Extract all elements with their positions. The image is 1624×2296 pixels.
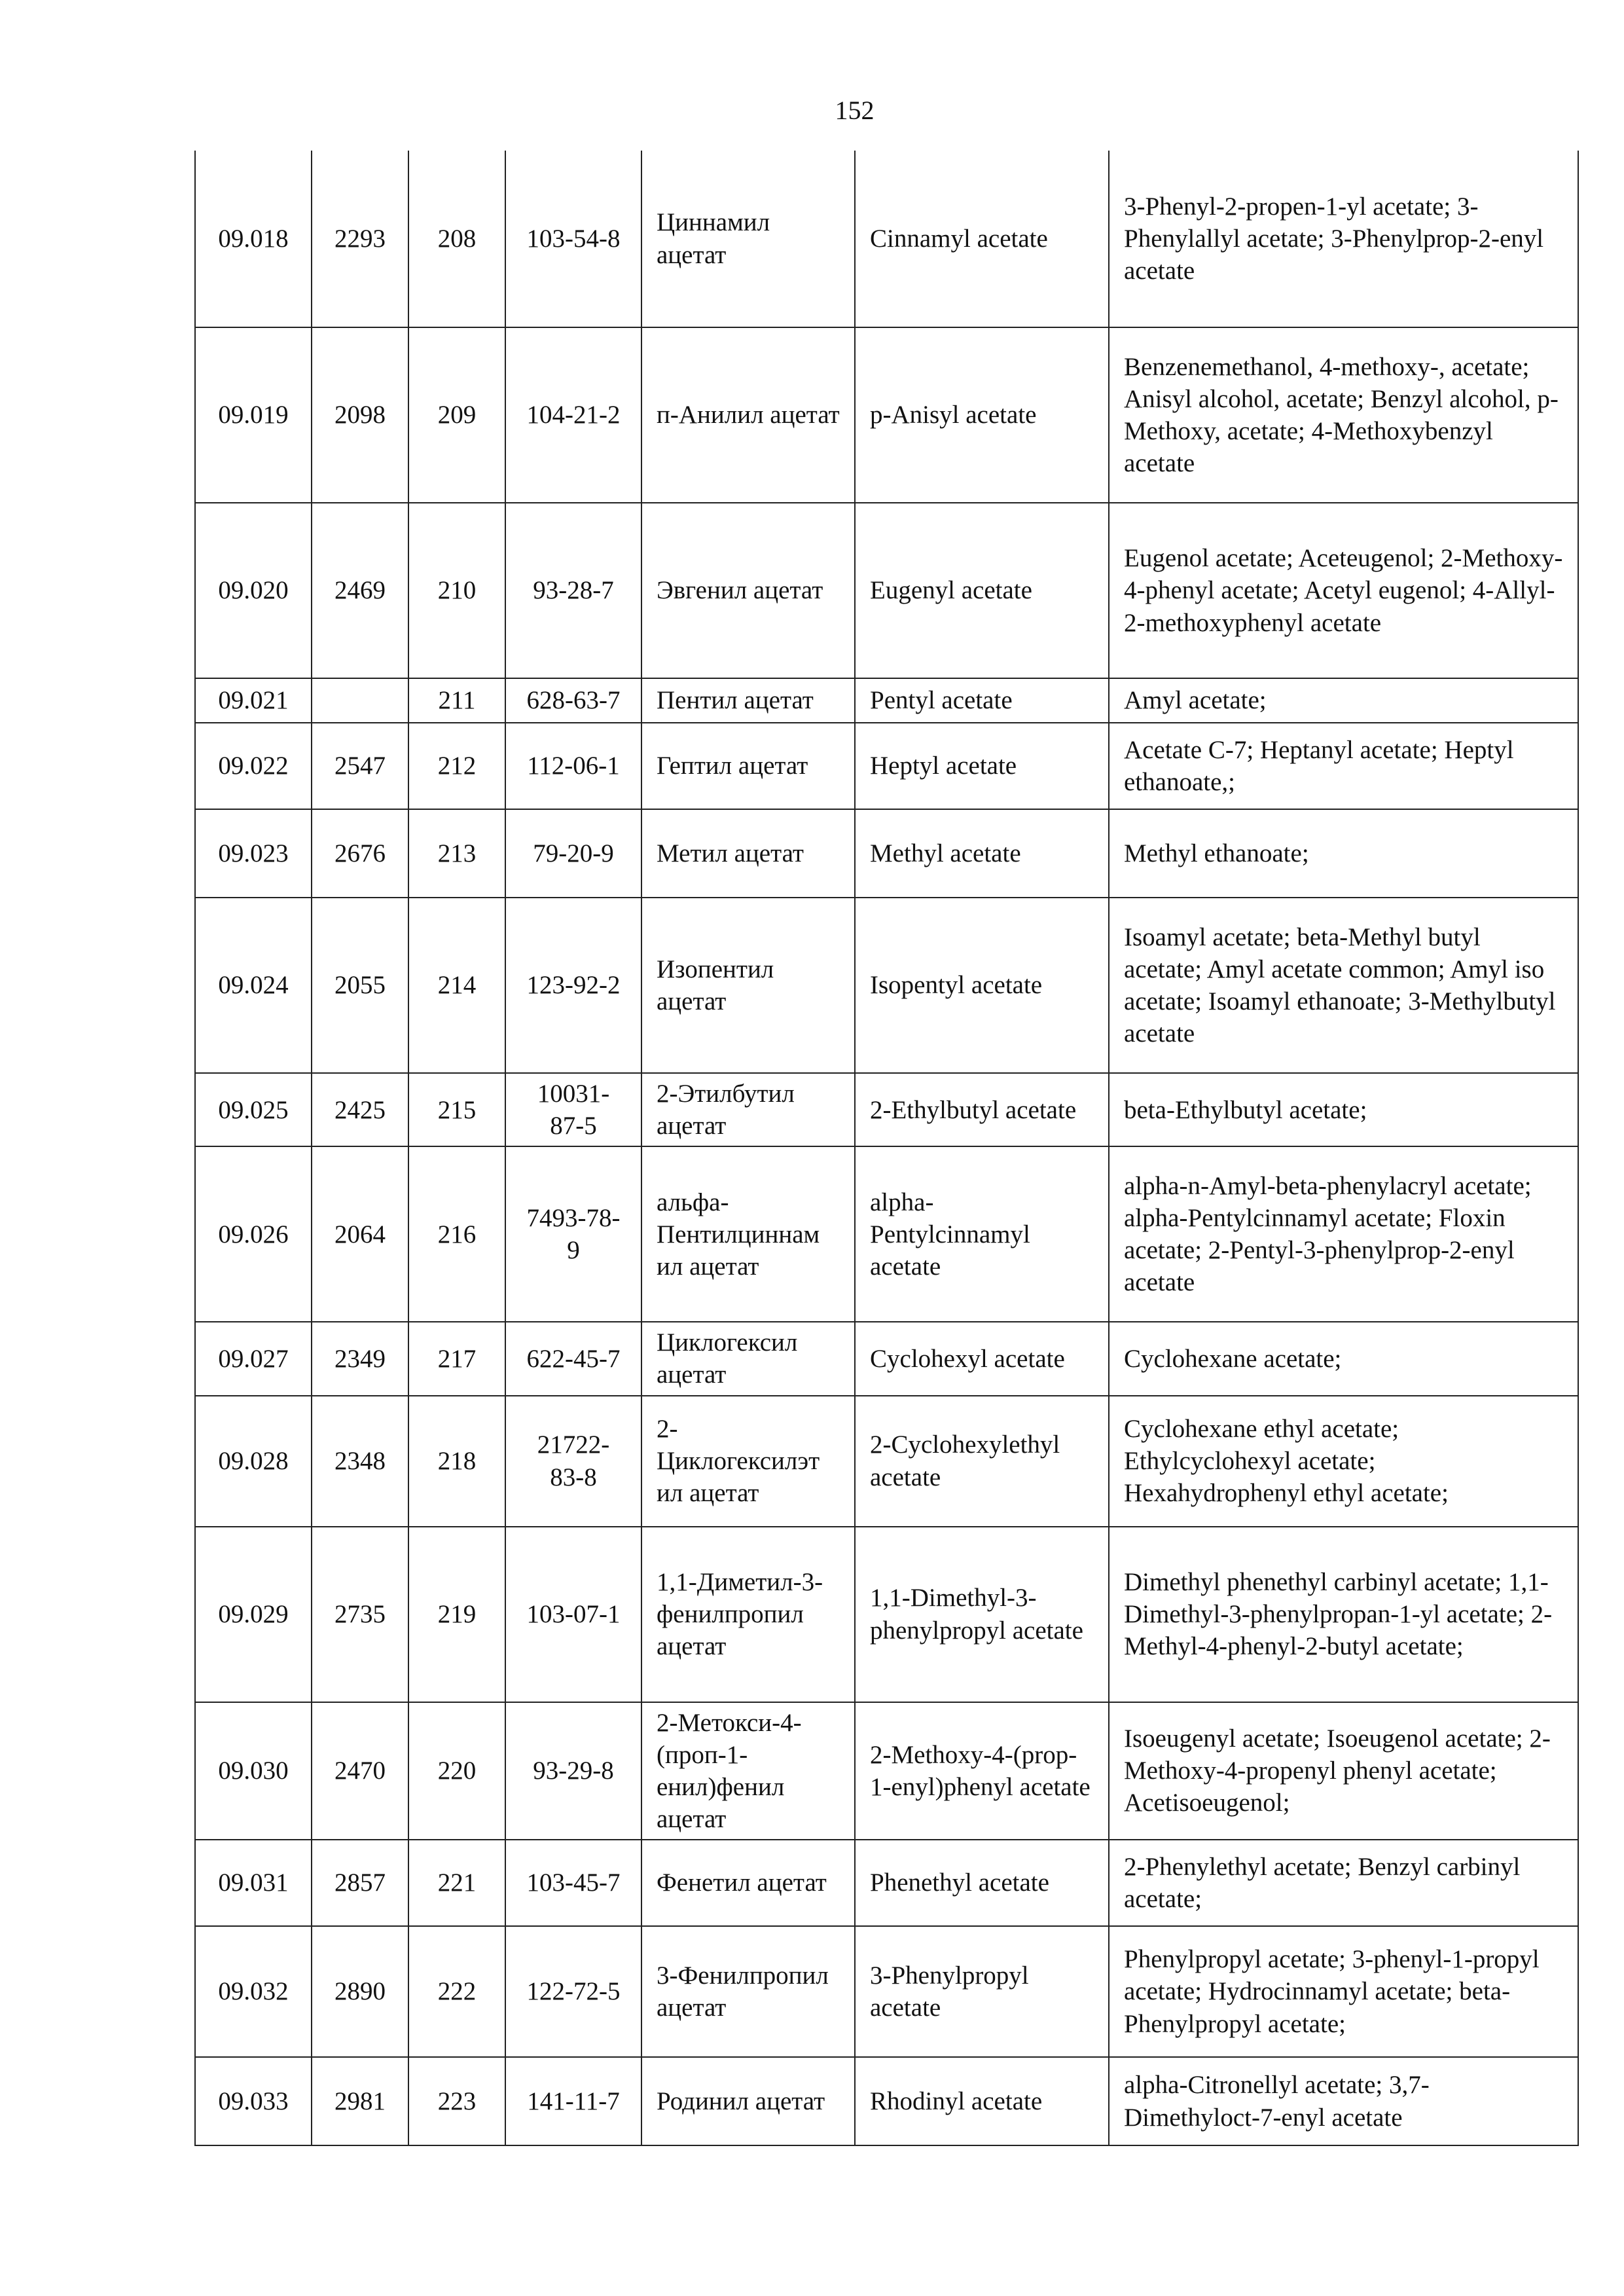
cell-code: 09.027 [195, 1322, 312, 1395]
table-row [195, 678, 1578, 723]
cell-cas: 622-45-7 [505, 1322, 641, 1395]
cell-name-en: 3-Phenylpropyl acetate [855, 1926, 1109, 2057]
cell-name-en: p-Anisyl acetate [855, 327, 1109, 503]
cell-name-ru: п-Анилил ацетат [641, 327, 855, 503]
flavouring-substances-table [194, 151, 1579, 2146]
cell-name-en: 2-Methoxy-4-(prop-1-enyl)phenyl acetate [855, 1702, 1109, 1840]
cell-fl-number: 2890 [312, 1926, 408, 2057]
cell-synonyms: Isoamyl acetate; beta-Methyl butyl acetate; Amyl acetate common; Amyl iso acetate; Isoamyl ethanoate; 3-Methylbutyl acetate [1109, 898, 1578, 1073]
cell-code: 09.033 [195, 2057, 312, 2145]
cell-cas: 93-29-8 [505, 1702, 641, 1840]
cell-name-ru: Фенетил ацетат [641, 1840, 855, 1926]
cell-name-en: Cinnamyl acetate [855, 151, 1109, 327]
cell-name-en: Pentyl acetate [855, 678, 1109, 723]
cell-number: 219 [408, 1527, 505, 1702]
cell-code: 09.019 [195, 327, 312, 503]
cell-cas: 628-63-7 [505, 678, 641, 723]
cell-cas: 123-92-2 [505, 898, 641, 1073]
table-row [195, 327, 1578, 503]
cell-name-en: alpha-Pentylcinnamyl acetate [855, 1146, 1109, 1322]
cell-name-en: Eugenyl acetate [855, 503, 1109, 678]
cell-cas: 21722-83-8 [505, 1396, 641, 1527]
cell-synonyms: Acetate C-7; Heptanyl acetate; Heptyl ethanoate,; [1109, 723, 1578, 809]
table-row [195, 1926, 1578, 2057]
cell-name-ru: Эвгенил ацетат [641, 503, 855, 678]
cell-number: 216 [408, 1146, 505, 1322]
cell-code: 09.029 [195, 1527, 312, 1702]
cell-name-ru: 2-Метокси-4-(проп-1-енил)фенил ацетат [641, 1702, 855, 1840]
cell-number: 210 [408, 503, 505, 678]
cell-fl-number: 2469 [312, 503, 408, 678]
cell-name-ru: альфа-Пентилциннам ил ацетат [641, 1146, 855, 1322]
cell-fl-number: 2348 [312, 1396, 408, 1527]
cell-synonyms: alpha-n-Amyl-beta-phenylacryl acetate; alpha-Pentylcinnamyl acetate; Floxin acetate; 2-Pentyl-3-phenylprop-2-enyl acetate [1109, 1146, 1578, 1322]
cell-code: 09.030 [195, 1702, 312, 1840]
cell-fl-number: 2676 [312, 809, 408, 898]
cell-cas: 10031-87-5 [505, 1073, 641, 1146]
cell-name-ru: 2-Циклогексилэт ил ацетат [641, 1396, 855, 1527]
cell-synonyms: Isoeugenyl acetate; Isoeugenol acetate; 2-Methoxy-4-propenyl phenyl acetate; Acetisoeugenol; [1109, 1702, 1578, 1840]
table-row [195, 1073, 1578, 1146]
cell-fl-number [312, 678, 408, 723]
cell-code: 09.022 [195, 723, 312, 809]
cell-name-ru: Метил ацетат [641, 809, 855, 898]
cell-code: 09.025 [195, 1073, 312, 1146]
cell-code: 09.026 [195, 1146, 312, 1322]
cell-cas: 103-07-1 [505, 1527, 641, 1702]
cell-number: 222 [408, 1926, 505, 2057]
cell-name-ru: 3-Фенилпропил ацетат [641, 1926, 855, 2057]
cell-name-ru: Изопентил ацетат [641, 898, 855, 1073]
cell-number: 213 [408, 809, 505, 898]
cell-cas: 103-54-8 [505, 151, 641, 327]
cell-cas: 122-72-5 [505, 1926, 641, 2057]
cell-cas: 141-11-7 [505, 2057, 641, 2145]
cell-synonyms: Methyl ethanoate; [1109, 809, 1578, 898]
cell-synonyms: Amyl acetate; [1109, 678, 1578, 723]
cell-cas: 93-28-7 [505, 503, 641, 678]
table-row [195, 723, 1578, 809]
cell-cas: 103-45-7 [505, 1840, 641, 1926]
table-row [195, 1840, 1578, 1926]
table-row [195, 1146, 1578, 1322]
cell-synonyms: Phenylpropyl acetate; 3-phenyl-1-propyl acetate; Hydrocinnamyl acetate; beta-Phenylpropyl acetate; [1109, 1926, 1578, 2057]
cell-number: 221 [408, 1840, 505, 1926]
cell-fl-number: 2064 [312, 1146, 408, 1322]
page-number: 152 [835, 96, 875, 125]
cell-code: 09.024 [195, 898, 312, 1073]
cell-cas: 112-06-1 [505, 723, 641, 809]
table-row [195, 809, 1578, 898]
cell-synonyms: Eugenol acetate; Aceteugenol; 2-Methoxy-4-phenyl acetate; Acetyl eugenol; 4-Allyl-2-methoxyphenyl acetate [1109, 503, 1578, 678]
cell-synonyms: Dimethyl phenethyl carbinyl acetate; 1,1-Dimethyl-3-phenylpropan-1-yl acetate; 2-Methyl-4-phenyl-2-butyl acetate; [1109, 1527, 1578, 1702]
cell-code: 09.032 [195, 1926, 312, 2057]
cell-name-ru: Гептил ацетат [641, 723, 855, 809]
cell-cas: 79-20-9 [505, 809, 641, 898]
cell-synonyms: 2-Phenylethyl acetate; Benzyl carbinyl acetate; [1109, 1840, 1578, 1926]
cell-code: 09.023 [195, 809, 312, 898]
cell-name-ru: Пентил ацетат [641, 678, 855, 723]
table-row [195, 2057, 1578, 2145]
table-row [195, 151, 1578, 327]
cell-name-ru: Циклогексил ацетат [641, 1322, 855, 1395]
cell-number: 218 [408, 1396, 505, 1527]
cell-name-en: Cyclohexyl acetate [855, 1322, 1109, 1395]
cell-fl-number: 2470 [312, 1702, 408, 1840]
cell-number: 223 [408, 2057, 505, 2145]
cell-number: 217 [408, 1322, 505, 1395]
cell-code: 09.021 [195, 678, 312, 723]
cell-cas: 104-21-2 [505, 327, 641, 503]
cell-synonyms: alpha-Citronellyl acetate; 3,7-Dimethyloct-7-enyl acetate [1109, 2057, 1578, 2145]
cell-name-ru: 2-Этилбутил ацетат [641, 1073, 855, 1146]
cell-fl-number: 2735 [312, 1527, 408, 1702]
cell-number: 212 [408, 723, 505, 809]
cell-code: 09.031 [195, 1840, 312, 1926]
cell-synonyms: Benzenemethanol, 4-methoxy-, acetate; Anisyl alcohol, acetate; Benzyl alcohol, p-Methoxy, acetate; 4-Methoxybenzyl acetate [1109, 327, 1578, 503]
cell-number: 220 [408, 1702, 505, 1840]
cell-fl-number: 2425 [312, 1073, 408, 1146]
table-row [195, 1702, 1578, 1840]
cell-fl-number: 2098 [312, 327, 408, 503]
cell-name-en: Methyl acetate [855, 809, 1109, 898]
cell-synonyms: Cyclohexane acetate; [1109, 1322, 1578, 1395]
cell-number: 211 [408, 678, 505, 723]
cell-synonyms: 3-Phenyl-2-propen-1-yl acetate; 3-Phenylallyl acetate; 3-Phenylprop-2-enyl acetate [1109, 151, 1578, 327]
table-row [195, 1322, 1578, 1395]
cell-name-ru: 1,1-Диметил-3-фенилпропил ацетат [641, 1527, 855, 1702]
table-row [195, 898, 1578, 1073]
cell-name-en: Heptyl acetate [855, 723, 1109, 809]
cell-number: 209 [408, 327, 505, 503]
cell-synonyms: beta-Ethylbutyl acetate; [1109, 1073, 1578, 1146]
cell-code: 09.020 [195, 503, 312, 678]
cell-fl-number: 2055 [312, 898, 408, 1073]
cell-name-en: 1,1-Dimethyl-3-phenylpropyl acetate [855, 1527, 1109, 1702]
cell-name-ru: Родинил ацетат [641, 2057, 855, 2145]
cell-number: 215 [408, 1073, 505, 1146]
cell-cas: 7493-78-9 [505, 1146, 641, 1322]
cell-number: 214 [408, 898, 505, 1073]
cell-name-en: Isopentyl acetate [855, 898, 1109, 1073]
cell-synonyms: Cyclohexane ethyl acetate; Ethylcyclohexyl acetate; Hexahydrophenyl ethyl acetate; [1109, 1396, 1578, 1527]
cell-name-en: Phenethyl acetate [855, 1840, 1109, 1926]
cell-name-en: 2-Cyclohexylethyl acetate [855, 1396, 1109, 1527]
cell-fl-number: 2547 [312, 723, 408, 809]
cell-fl-number: 2981 [312, 2057, 408, 2145]
cell-fl-number: 2857 [312, 1840, 408, 1926]
cell-name-en: Rhodinyl acetate [855, 2057, 1109, 2145]
cell-name-en: 2-Ethylbutyl acetate [855, 1073, 1109, 1146]
cell-name-ru: Циннамил ацетат [641, 151, 855, 327]
table-row [195, 1396, 1578, 1527]
cell-code: 09.018 [195, 151, 312, 327]
cell-code: 09.028 [195, 1396, 312, 1527]
cell-fl-number: 2293 [312, 151, 408, 327]
cell-number: 208 [408, 151, 505, 327]
table-row [195, 1527, 1578, 1702]
cell-fl-number: 2349 [312, 1322, 408, 1395]
table-row [195, 503, 1578, 678]
